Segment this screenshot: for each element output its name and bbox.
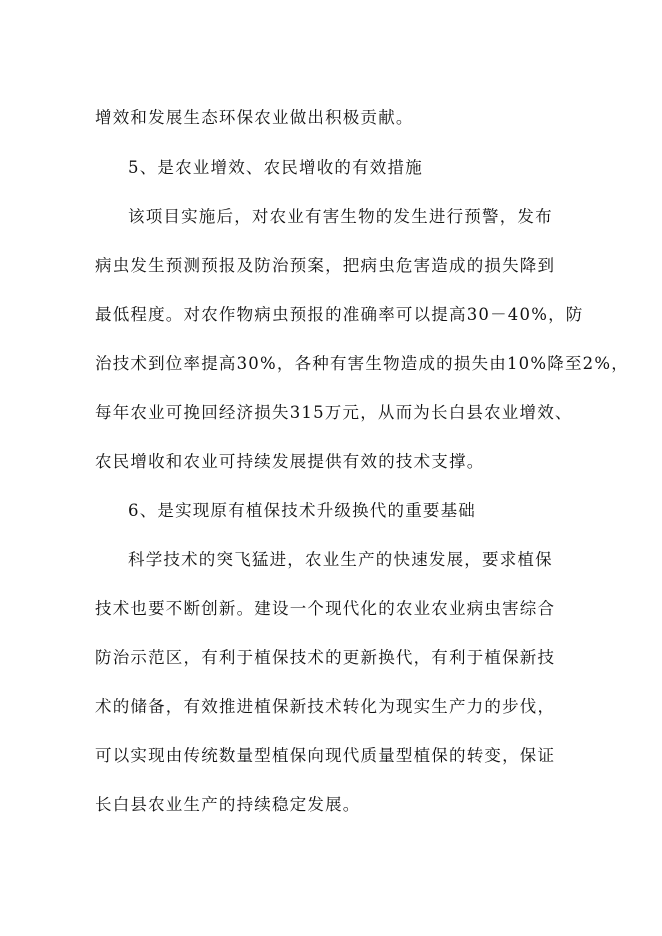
paragraph-line: 科学技术的突飞猛进，农业生产的快速发展，要求植保 bbox=[128, 550, 553, 569]
paragraph-line: 该项目实施后，对农业有害生物的发生进行预警，发布 bbox=[128, 207, 553, 226]
paragraph-line: 技术也要不断创新。建设一个现代化的农业农业病虫害综合 bbox=[95, 599, 556, 618]
paragraph-line: 每年农业可挽回经济损失315万元，从而为长白县农业增效、 bbox=[95, 403, 573, 422]
paragraph-line: 术的储备，有效推进植保新技术转化为现实生产力的步伐， bbox=[95, 697, 556, 716]
section-heading-5: 5、是农业增效、农民增收的有效措施 bbox=[128, 158, 423, 177]
paragraph-line: 治技术到位率提高30%，各种有害生物造成的损失由10%降至2%， bbox=[95, 354, 629, 373]
paragraph-line: 增效和发展生态环保农业做出积极贡献。 bbox=[95, 108, 414, 127]
paragraph-line: 最低程度。对农作物病虫预报的准确率可以提高30－40%，防 bbox=[95, 305, 584, 324]
paragraph-line: 防治示范区，有利于植保技术的更新换代，有利于植保新技 bbox=[95, 648, 556, 667]
paragraph-line: 病虫发生预测预报及防治预案，把病虫危害造成的损失降到 bbox=[95, 256, 556, 275]
paragraph-line: 农民增收和农业可持续发展提供有效的技术支撑。 bbox=[95, 452, 485, 471]
paragraph-line: 可以实现由传统数量型植保向现代质量型植保的转变，保证 bbox=[95, 746, 556, 765]
section-heading-6: 6、是实现原有植保技术升级换代的重要基础 bbox=[128, 501, 476, 520]
paragraph-line: 长白县农业生产的持续稳定发展。 bbox=[95, 795, 361, 814]
